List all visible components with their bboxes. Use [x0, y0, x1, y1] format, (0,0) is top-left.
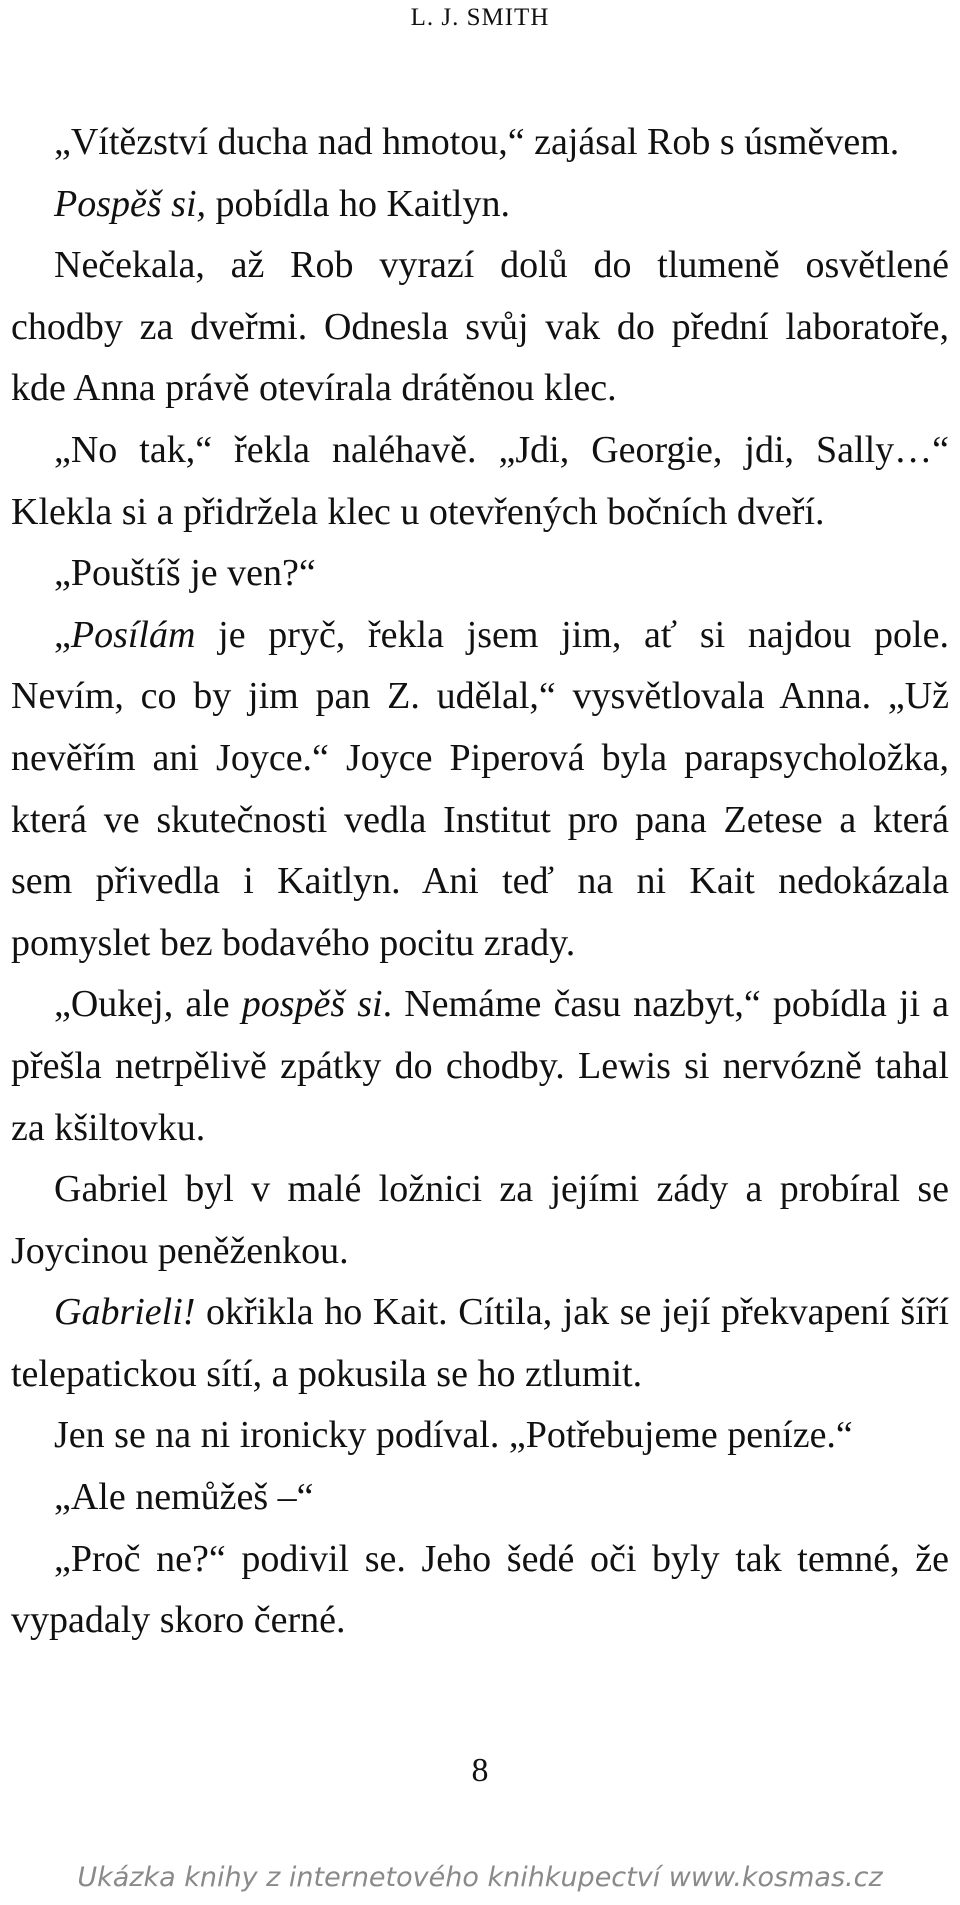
footer-notice: Ukázka knihy z internetového knihkupectví www.kosmas.cz: [77, 1862, 883, 1893]
paragraph: [11, 974, 949, 1159]
paragraph: [11, 235, 949, 420]
paragraph: [11, 1467, 949, 1529]
emphasized-text: Gabrieli!: [54, 1291, 196, 1334]
paragraph: [11, 543, 949, 605]
text-segment: „Pouštíš je ven?“: [54, 552, 316, 595]
text-segment: Nečekala, až Rob vyrazí dolů do tlumeně osvětlené chodby za dveřmi. Odnesla svůj vak do přední laboratoře, kde Anna právě otevírala drátěnou klec.: [11, 244, 949, 410]
text-segment: „: [54, 613, 71, 656]
paragraph: [11, 174, 949, 236]
text-segment: je pryč, řekla jsem jim, ať si najdou pole. Nevím, co by jim pan Z. udělal,“ vysvětlovala Anna. „Už nevěřím ani Joyce.“ Joyce Piperová byla parapsycholožka, která ve skutečnosti vedla Institut pro pana Zetese a která sem přivedla i Kaitlyn. Ani teď na ni Kait nedokázala pomyslet bez bodavého pocitu zrady.: [11, 613, 949, 964]
text-segment: okřikla ho Kait. Cítila, jak se její překvapení šíří telepatickou sítí, a pokusila se ho ztlumit.: [11, 1291, 949, 1395]
page-number: 8: [471, 1752, 489, 1789]
paragraph: [11, 112, 949, 174]
body-text: [11, 112, 949, 1652]
paragraph: [11, 1159, 949, 1282]
text-segment: „Oukej, ale: [54, 983, 242, 1026]
text-segment: „No tak,“ řekla naléhavě. „Jdi, Georgie, jdi, Sally…“ Klekla si a přidržela klec u otevřených bočních dveří.: [11, 428, 949, 533]
text-segment: . Nemáme času nazbyt,“ pobídla ji a přešla netrpělivě zpátky do chodby. Lewis si nervózně tahal za kšiltovku.: [11, 983, 949, 1149]
text-segment: „Vítězství ducha nad hmotou,“ zajásal Rob s úsměvem.: [54, 121, 900, 163]
text-segment: Gabriel byl v malé ložnici za jejími zády a probíral se Joycinou peněženkou.: [11, 1168, 949, 1272]
paragraph: [11, 1529, 949, 1652]
paragraph: [11, 420, 949, 543]
text-segment: pobídla ho Kaitlyn.: [206, 182, 510, 225]
paragraph: [11, 605, 949, 975]
emphasized-text: Pospěš si,: [54, 182, 206, 225]
text-segment: „Proč ne?“ podivil se. Jeho šedé oči byly tak temné, že vypadaly skoro černé.: [11, 1537, 949, 1642]
text-segment: „Ale nemůžeš –“: [54, 1476, 314, 1519]
emphasized-text: pospěš si: [241, 983, 383, 1026]
paragraph: [11, 1405, 949, 1467]
paragraph: [11, 1282, 949, 1405]
running-head: L. J. SMITH: [410, 4, 550, 31]
text-segment: Jen se na ni ironicky podíval. „Potřebujeme peníze.“: [54, 1414, 853, 1457]
emphasized-text: Posílám: [70, 613, 196, 656]
